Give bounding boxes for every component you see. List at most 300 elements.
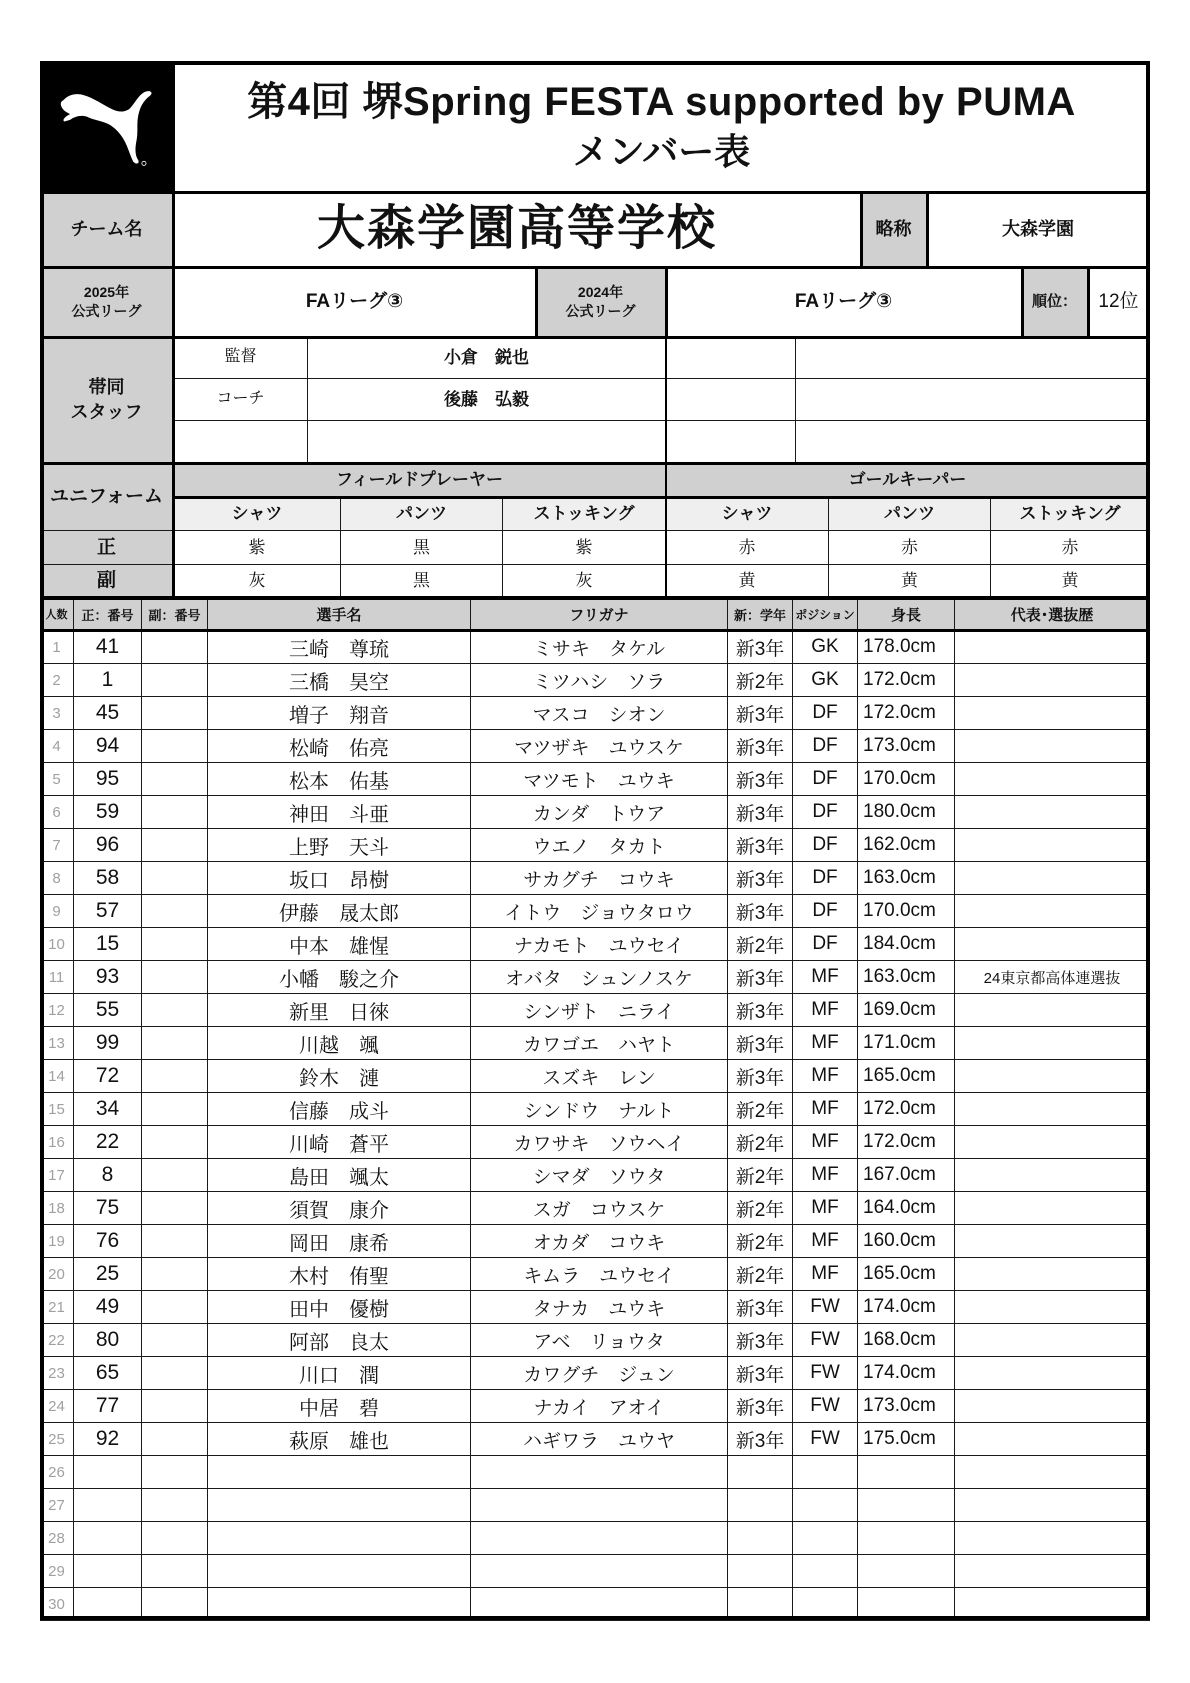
divider — [40, 462, 1150, 465]
staff-role: コーチ — [174, 379, 308, 421]
secondary-number — [142, 961, 208, 994]
primary-number: 59 — [74, 796, 142, 829]
player-kana — [471, 1522, 728, 1555]
table-row — [40, 1225, 1150, 1258]
player-kana — [471, 1588, 728, 1621]
abbreviation-label: 略称 — [861, 192, 927, 267]
row-index: 10 — [40, 928, 74, 961]
player-grade: 新3年 — [728, 862, 793, 895]
player-position — [793, 1489, 858, 1522]
staff-extra-2 — [796, 421, 1150, 463]
player-height: 171.0cm — [858, 1027, 955, 1060]
player-kana: ナカモト ユウセイ — [471, 928, 728, 961]
player-kana: イトウ ジョウタロウ — [471, 895, 728, 928]
primary-number: 99 — [74, 1027, 142, 1060]
table-row — [40, 730, 1150, 763]
primary-number: 58 — [74, 862, 142, 895]
player-position: MF — [793, 1225, 858, 1258]
player-name: 鈴木 漣 — [208, 1060, 471, 1093]
row-index: 14 — [40, 1060, 74, 1093]
primary-number: 1 — [74, 664, 142, 697]
player-position: MF — [793, 1159, 858, 1192]
player-representative — [955, 1423, 1150, 1456]
row-index: 18 — [40, 1192, 74, 1225]
secondary-number — [142, 1159, 208, 1192]
secondary-number — [142, 1060, 208, 1093]
row-index: 25 — [40, 1423, 74, 1456]
player-grade: 新2年 — [728, 664, 793, 697]
staff-role — [174, 421, 308, 463]
player-grade: 新3年 — [728, 1060, 793, 1093]
player-name — [208, 1588, 471, 1621]
row-index: 20 — [40, 1258, 74, 1291]
player-kana: マツザキ ユウスケ — [471, 730, 728, 763]
row-index: 26 — [40, 1456, 74, 1489]
player-representative — [955, 1192, 1150, 1225]
gk-pants-header: パンツ — [829, 497, 991, 531]
primary-number: 8 — [74, 1159, 142, 1192]
player-name: 三崎 尊琉 — [208, 631, 471, 664]
col-height-header: 身長 — [858, 598, 955, 631]
primary-number: 94 — [74, 730, 142, 763]
fp-shirt-secondary: 灰 — [174, 565, 341, 598]
primary-number: 49 — [74, 1291, 142, 1324]
secondary-number — [142, 1588, 208, 1621]
member-sheet — [40, 61, 1150, 1620]
player-name: 萩原 雄也 — [208, 1423, 471, 1456]
fp-socks-header: ストッキング — [503, 497, 666, 531]
primary-number: 57 — [74, 895, 142, 928]
player-height: 172.0cm — [858, 664, 955, 697]
player-position: DF — [793, 763, 858, 796]
primary-number: 92 — [74, 1423, 142, 1456]
player-name: 須賀 康介 — [208, 1192, 471, 1225]
player-name: 松本 佑基 — [208, 763, 471, 796]
primary-number — [74, 1522, 142, 1555]
player-grade: 新3年 — [728, 631, 793, 664]
player-representative — [955, 1555, 1150, 1588]
player-representative — [955, 1258, 1150, 1291]
player-name: 島田 颯太 — [208, 1159, 471, 1192]
player-grade: 新3年 — [728, 1324, 793, 1357]
player-representative — [955, 631, 1150, 664]
table-row — [40, 1456, 1150, 1489]
puma-logo — [40, 61, 174, 192]
player-name: 岡田 康希 — [208, 1225, 471, 1258]
player-position: FW — [793, 1291, 858, 1324]
player-position: MF — [793, 1192, 858, 1225]
gk-shirt-secondary: 黄 — [666, 565, 829, 598]
row-index: 5 — [40, 763, 74, 796]
fp-shirt-header: シャツ — [174, 497, 341, 531]
player-position — [793, 1456, 858, 1489]
col-position-header: ポジション — [793, 598, 858, 631]
player-name: 川崎 蒼平 — [208, 1126, 471, 1159]
player-grade: 新2年 — [728, 1093, 793, 1126]
rank-value: 12位 — [1088, 267, 1150, 337]
primary-number: 72 — [74, 1060, 142, 1093]
player-position: DF — [793, 730, 858, 763]
staff-role: 監督 — [174, 337, 308, 379]
primary-number: 95 — [74, 763, 142, 796]
player-height — [858, 1522, 955, 1555]
secondary-number — [142, 796, 208, 829]
primary-number: 55 — [74, 994, 142, 1027]
player-representative: 24東京都高体連選抜 — [955, 961, 1150, 994]
player-position: MF — [793, 994, 858, 1027]
staff-extra-2 — [796, 379, 1150, 421]
secondary-number — [142, 631, 208, 664]
secondary-number — [142, 1027, 208, 1060]
team-name-label: チーム名 — [40, 192, 174, 267]
player-kana: カンダ トウア — [471, 796, 728, 829]
table-row — [40, 796, 1150, 829]
player-kana: タナカ ユウキ — [471, 1291, 728, 1324]
primary-number: 93 — [74, 961, 142, 994]
player-representative — [955, 1489, 1150, 1522]
row-index: 24 — [40, 1390, 74, 1423]
player-name: 阿部 良太 — [208, 1324, 471, 1357]
staff-extra-2 — [796, 337, 1150, 379]
primary-number: 65 — [74, 1357, 142, 1390]
player-grade: 新3年 — [728, 1291, 793, 1324]
table-row — [40, 1423, 1150, 1456]
player-representative — [955, 796, 1150, 829]
player-height: 175.0cm — [858, 1423, 955, 1456]
player-position: MF — [793, 1258, 858, 1291]
prev-league-year: 2024年 — [577, 283, 624, 300]
table-row — [40, 1126, 1150, 1159]
current-league-label — [40, 267, 174, 337]
row-index: 6 — [40, 796, 74, 829]
player-representative — [955, 829, 1150, 862]
table-row — [40, 1093, 1150, 1126]
player-representative — [955, 1159, 1150, 1192]
table-row — [40, 631, 1150, 664]
player-position: GK — [793, 631, 858, 664]
player-height — [858, 1555, 955, 1588]
player-name: 新里 日徠 — [208, 994, 471, 1027]
fp-socks-primary: 紫 — [503, 531, 666, 565]
player-kana: シンドウ ナルト — [471, 1093, 728, 1126]
player-name: 坂口 昂樹 — [208, 862, 471, 895]
primary-number: 34 — [74, 1093, 142, 1126]
row-index: 1 — [40, 631, 74, 664]
staff-name: 小倉 鋭也 — [308, 337, 666, 379]
row-index: 27 — [40, 1489, 74, 1522]
player-representative — [955, 1357, 1150, 1390]
table-row — [40, 994, 1150, 1027]
player-position: DF — [793, 895, 858, 928]
player-height: 172.0cm — [858, 1093, 955, 1126]
player-height: 172.0cm — [858, 1126, 955, 1159]
player-height: 170.0cm — [858, 895, 955, 928]
player-height: 163.0cm — [858, 862, 955, 895]
row-index: 30 — [40, 1588, 74, 1621]
player-kana: キムラ ユウセイ — [471, 1258, 728, 1291]
player-position: FW — [793, 1390, 858, 1423]
staff-extra-1 — [666, 337, 796, 379]
team-name: 大森学園高等学校 — [174, 192, 861, 267]
player-position: FW — [793, 1357, 858, 1390]
staff-label — [40, 337, 174, 463]
secondary-number — [142, 1225, 208, 1258]
player-representative — [955, 928, 1150, 961]
staff-extra-1 — [666, 379, 796, 421]
row-index: 23 — [40, 1357, 74, 1390]
table-row — [40, 664, 1150, 697]
player-grade — [728, 1522, 793, 1555]
player-name: 神田 斗亜 — [208, 796, 471, 829]
divider — [40, 336, 1150, 339]
secondary-number — [142, 1291, 208, 1324]
row-index: 15 — [40, 1093, 74, 1126]
table-row — [40, 1324, 1150, 1357]
player-height — [858, 1588, 955, 1621]
table-row — [40, 763, 1150, 796]
table-row — [40, 1258, 1150, 1291]
player-name — [208, 1522, 471, 1555]
staff-label-line-2: スタッフ — [70, 401, 143, 422]
player-representative — [955, 763, 1150, 796]
fp-socks-secondary: 灰 — [503, 565, 666, 598]
player-name: 上野 天斗 — [208, 829, 471, 862]
secondary-number — [142, 1555, 208, 1588]
player-name: 田中 優樹 — [208, 1291, 471, 1324]
col-representative-header: 代表･選抜歴 — [955, 598, 1150, 631]
table-row — [40, 1522, 1150, 1555]
team-abbreviation: 大森学園 — [927, 192, 1150, 267]
player-kana: マスコ シオン — [471, 697, 728, 730]
player-grade: 新3年 — [728, 895, 793, 928]
row-index: 7 — [40, 829, 74, 862]
secondary-number — [142, 1489, 208, 1522]
row-index: 19 — [40, 1225, 74, 1258]
player-height: 174.0cm — [858, 1357, 955, 1390]
row-index: 16 — [40, 1126, 74, 1159]
divider — [926, 192, 929, 267]
player-representative — [955, 1390, 1150, 1423]
table-row — [40, 1159, 1150, 1192]
player-grade: 新2年 — [728, 1258, 793, 1291]
primary-number: 80 — [74, 1324, 142, 1357]
player-position: GK — [793, 664, 858, 697]
player-height: 178.0cm — [858, 631, 955, 664]
player-kana: スガ コウスケ — [471, 1192, 728, 1225]
player-representative — [955, 862, 1150, 895]
player-name: 伊藤 晟太郎 — [208, 895, 471, 928]
gk-socks-header: ストッキング — [991, 497, 1150, 531]
player-representative — [955, 994, 1150, 1027]
player-name: 松崎 佑亮 — [208, 730, 471, 763]
player-grade: 新3年 — [728, 1027, 793, 1060]
primary-number: 22 — [74, 1126, 142, 1159]
primary-number: 75 — [74, 1192, 142, 1225]
secondary-number — [142, 1423, 208, 1456]
divider — [40, 596, 1150, 600]
primary-number — [74, 1489, 142, 1522]
player-representative — [955, 1291, 1150, 1324]
primary-number: 96 — [74, 829, 142, 862]
table-row — [40, 1357, 1150, 1390]
event-title — [174, 61, 1150, 192]
primary-number: 15 — [74, 928, 142, 961]
player-grade — [728, 1456, 793, 1489]
player-grade: 新3年 — [728, 1390, 793, 1423]
player-position: DF — [793, 829, 858, 862]
player-height: 184.0cm — [858, 928, 955, 961]
player-kana: ミサキ タケル — [471, 631, 728, 664]
player-height: 173.0cm — [858, 1390, 955, 1423]
player-grade: 新2年 — [728, 928, 793, 961]
gk-socks-secondary: 黄 — [991, 565, 1150, 598]
row-index: 21 — [40, 1291, 74, 1324]
player-grade: 新3年 — [728, 697, 793, 730]
fp-pants-primary: 黒 — [341, 531, 503, 565]
player-representative — [955, 1027, 1150, 1060]
row-index: 29 — [40, 1555, 74, 1588]
player-grade — [728, 1555, 793, 1588]
primary-number: 45 — [74, 697, 142, 730]
row-index: 2 — [40, 664, 74, 697]
current-league-year: 2025年 — [83, 283, 130, 300]
fp-pants-secondary: 黒 — [341, 565, 503, 598]
table-row — [40, 928, 1150, 961]
player-kana: ナカイ アオイ — [471, 1390, 728, 1423]
player-position — [793, 1588, 858, 1621]
player-representative — [955, 895, 1150, 928]
fp-pants-header: パンツ — [341, 497, 503, 531]
divider — [1021, 267, 1024, 337]
player-name — [208, 1456, 471, 1489]
player-name: 小幡 駿之介 — [208, 961, 471, 994]
player-height: 180.0cm — [858, 796, 955, 829]
player-name: 川口 潤 — [208, 1357, 471, 1390]
gk-socks-primary: 赤 — [991, 531, 1150, 565]
secondary-number — [142, 1456, 208, 1489]
secondary-number — [142, 895, 208, 928]
player-height: 173.0cm — [858, 730, 955, 763]
player-kana: アベ リョウタ — [471, 1324, 728, 1357]
player-height: 172.0cm — [858, 697, 955, 730]
table-row — [40, 1192, 1150, 1225]
player-grade: 新2年 — [728, 1225, 793, 1258]
player-position: MF — [793, 961, 858, 994]
player-grade — [728, 1489, 793, 1522]
field-player-header: フィールドプレーヤー — [174, 463, 666, 497]
row-index: 28 — [40, 1522, 74, 1555]
divider — [40, 629, 1150, 632]
divider — [40, 191, 1150, 194]
player-height: 170.0cm — [858, 763, 955, 796]
col-kana-header: フリガナ — [471, 598, 728, 631]
secondary-number — [142, 1192, 208, 1225]
fp-shirt-primary: 紫 — [174, 531, 341, 565]
gk-shirt-primary: 赤 — [666, 531, 829, 565]
secondary-number — [142, 1258, 208, 1291]
row-index: 3 — [40, 697, 74, 730]
row-index: 9 — [40, 895, 74, 928]
player-position: DF — [793, 928, 858, 961]
player-name: 川越 颯 — [208, 1027, 471, 1060]
primary-number: 76 — [74, 1225, 142, 1258]
player-representative — [955, 1060, 1150, 1093]
uniform-label: ユニフォーム — [40, 463, 174, 531]
primary-number: 25 — [74, 1258, 142, 1291]
table-row — [40, 829, 1150, 862]
player-kana: ミツハシ ソラ — [471, 664, 728, 697]
staff-name: 後藤 弘毅 — [308, 379, 666, 421]
player-table-header — [40, 598, 1150, 631]
player-grade: 新3年 — [728, 763, 793, 796]
player-name: 中居 碧 — [208, 1390, 471, 1423]
player-position: MF — [793, 1027, 858, 1060]
col-index-header: 人数 — [40, 598, 74, 631]
player-name — [208, 1489, 471, 1522]
secondary-number — [142, 1093, 208, 1126]
player-kana: スズキ レン — [471, 1060, 728, 1093]
player-representative — [955, 1324, 1150, 1357]
player-position — [793, 1555, 858, 1588]
primary-number — [74, 1555, 142, 1588]
table-row — [40, 1555, 1150, 1588]
rank-label: 順位： — [1022, 267, 1088, 337]
player-height: 162.0cm — [858, 829, 955, 862]
title-line-1: 第4回 堺Spring FESTA supported by PUMA — [247, 80, 1076, 125]
player-grade: 新2年 — [728, 1126, 793, 1159]
player-representative — [955, 1456, 1150, 1489]
primary-number — [74, 1456, 142, 1489]
divider — [860, 192, 863, 267]
player-grade: 新3年 — [728, 961, 793, 994]
player-representative — [955, 1522, 1150, 1555]
player-grade — [728, 1588, 793, 1621]
secondary-number — [142, 829, 208, 862]
gk-pants-primary: 赤 — [829, 531, 991, 565]
secondary-number — [142, 763, 208, 796]
player-grade: 新2年 — [728, 1159, 793, 1192]
divider — [172, 61, 175, 598]
col-grade-header: 新：学年 — [728, 598, 793, 631]
col-name-header: 選手名 — [208, 598, 471, 631]
row-index: 17 — [40, 1159, 74, 1192]
player-height — [858, 1489, 955, 1522]
prev-league-value: FAリーグ③ — [666, 267, 1022, 337]
secondary-number — [142, 697, 208, 730]
secondary-number — [142, 1522, 208, 1555]
player-kana: カワゴエ ハヤト — [471, 1027, 728, 1060]
player-height: 174.0cm — [858, 1291, 955, 1324]
player-name: 三橋 昊空 — [208, 664, 471, 697]
player-position: MF — [793, 1126, 858, 1159]
player-kana — [471, 1555, 728, 1588]
col-primary-number-header: 正：番号 — [74, 598, 142, 631]
player-name: 増子 翔音 — [208, 697, 471, 730]
secondary-number — [142, 862, 208, 895]
player-position: FW — [793, 1423, 858, 1456]
prev-league-label — [536, 267, 666, 337]
secondary-number — [142, 730, 208, 763]
player-height: 165.0cm — [858, 1258, 955, 1291]
uniform-primary-label: 正 — [40, 531, 174, 565]
table-row — [40, 1027, 1150, 1060]
table-row — [40, 1489, 1150, 1522]
staff-name — [308, 421, 666, 463]
player-table — [40, 598, 1150, 1621]
secondary-number — [142, 1324, 208, 1357]
player-height: 163.0cm — [858, 961, 955, 994]
uniform-secondary-label: 副 — [40, 565, 174, 598]
